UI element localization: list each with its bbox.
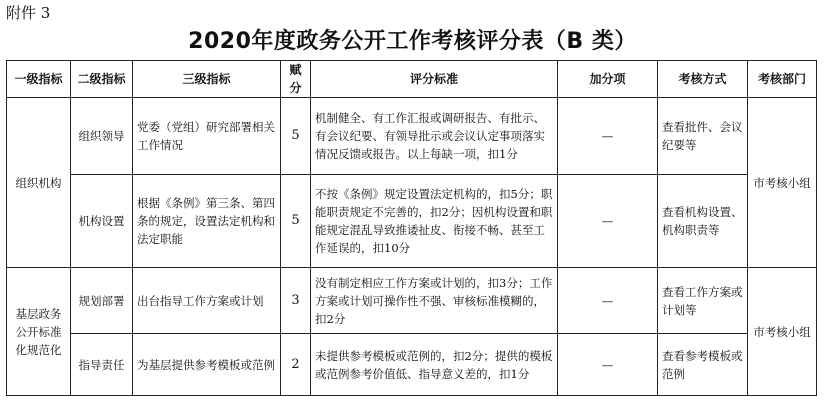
level1-cell: 基层政务公开标准化规范化 bbox=[7, 268, 71, 396]
level1-cell: 组织机构 bbox=[7, 98, 71, 268]
department-cell: 市考核小组 bbox=[748, 268, 817, 396]
department-cell: 市考核小组 bbox=[748, 98, 817, 268]
bonus-cell: — bbox=[558, 268, 658, 334]
document-title: 2020年度政务公开工作考核评分表（B 类） bbox=[188, 29, 637, 54]
level3-cell: 根据《条例》第三条、第四条的规定，设置法定机构和法定职能 bbox=[133, 175, 281, 268]
level3-cell: 为基层提供参考模板或范例 bbox=[133, 334, 281, 396]
header-criteria: 评分标准 bbox=[311, 61, 558, 98]
level2-cell: 规划部署 bbox=[71, 268, 133, 334]
level2-cell: 机构设置 bbox=[71, 175, 133, 268]
scoring-table bbox=[6, 60, 817, 396]
method-cell: 查看机构设置、机构职责等 bbox=[658, 175, 748, 268]
table-row bbox=[7, 98, 817, 175]
score-cell: 3 bbox=[281, 268, 311, 334]
header-method: 考核方式 bbox=[658, 61, 748, 98]
bonus-cell: — bbox=[558, 175, 658, 268]
header-bonus: 加分项 bbox=[558, 61, 658, 98]
criteria-cell: 没有制定相应工作方案或计划的，扣3分；工作方案或计划可操作性不强、审核标准模糊的，扣2分 bbox=[311, 268, 558, 334]
method-cell: 查看参考模板或范例 bbox=[658, 334, 748, 396]
level2-cell: 组织领导 bbox=[71, 98, 133, 175]
table-row bbox=[7, 175, 817, 268]
header-department: 考核部门 bbox=[748, 61, 817, 98]
score-cell: 2 bbox=[281, 334, 311, 396]
table-header-row bbox=[7, 61, 817, 98]
bonus-cell: — bbox=[558, 334, 658, 396]
level3-cell: 党委（党组）研究部署相关工作情况 bbox=[133, 98, 281, 175]
score-cell: 5 bbox=[281, 98, 311, 175]
criteria-cell: 机制健全、有工作汇报或调研报告、有批示、有会议纪要、有领导批示或会议认定事项落实情况反馈或报告。以上每缺一项，扣1分 bbox=[311, 98, 558, 175]
level2-cell: 指导责任 bbox=[71, 334, 133, 396]
header-score: 赋分 bbox=[281, 61, 311, 98]
level3-cell: 出台指导工作方案或计划 bbox=[133, 268, 281, 334]
attachment-label: 附件 3 bbox=[6, 4, 51, 22]
bonus-cell: — bbox=[558, 98, 658, 175]
method-cell: 查看批件、会议纪要等 bbox=[658, 98, 748, 175]
criteria-cell: 不按《条例》规定设置法定机构的，扣5分；职能职责规定不完善的，扣2分；因机构设置和职能规定混乱导致推诿扯皮、衔接不畅、甚至工作延误的，扣10分 bbox=[311, 175, 558, 268]
header-level1: 一级指标 bbox=[7, 61, 71, 98]
method-cell: 查看工作方案或计划等 bbox=[658, 268, 748, 334]
table-row bbox=[7, 268, 817, 334]
criteria-cell: 未提供参考模板或范例的，扣2分；提供的模板或范例参考价值低、指导意义差的，扣1分 bbox=[311, 334, 558, 396]
header-level3: 三级指标 bbox=[133, 61, 281, 98]
score-cell: 5 bbox=[281, 175, 311, 268]
header-level2: 二级指标 bbox=[71, 61, 133, 98]
table-row bbox=[7, 334, 817, 396]
